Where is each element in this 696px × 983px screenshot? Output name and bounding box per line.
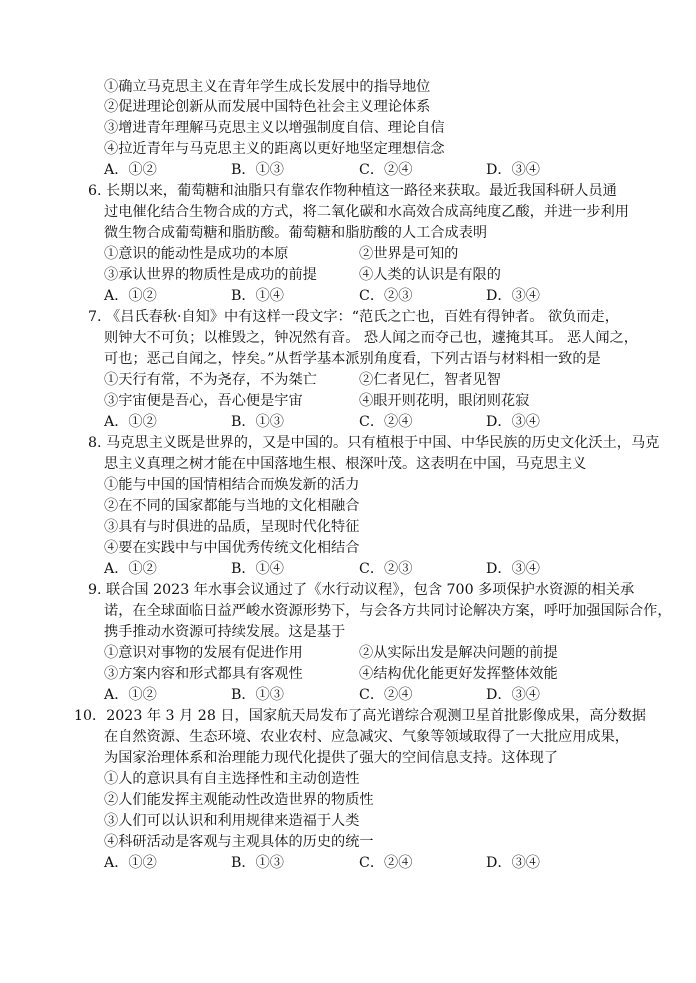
q6-statement-1: ①意识的能动性是成功的本原: [104, 246, 289, 262]
q10-option-d: D．③④: [486, 855, 540, 871]
q8-stem-line-2: 思主义真理之树才能在中国落地生根、根深叶茂。这表明在中国，马克思主义: [104, 456, 587, 472]
q6-option-c: C．②③: [359, 288, 413, 304]
q5-statement-1: ①确立马克思主义在青年学生成长发展中的指导地位: [104, 79, 431, 95]
q6-stem-line-2: 过电催化结合生物合成的方式，将二氧化碳和水高效合成高纯度乙酸，并进一步利用: [104, 204, 629, 220]
q5-option-d: D．③④: [486, 162, 540, 178]
q10-option-a: A．①②: [104, 855, 157, 871]
q7-option-b: B．①③: [231, 414, 284, 430]
q8-option-b: B．①④: [231, 561, 284, 577]
q7-statement-3: ③宇宙便是吾心，吾心便是宇宙: [104, 393, 303, 409]
q7-statement-1: ①天行有常，不为尧存，不为桀亡: [104, 372, 317, 388]
q8-statement-3: ③具有与时俱进的品质，呈现时代化特征: [104, 519, 360, 535]
q10-statement-1: ①人的意识具有自主选择性和主动创造性: [104, 771, 360, 787]
q9-option-a: A．①②: [104, 687, 157, 703]
q7-option-c: C．②④: [359, 414, 413, 430]
q9-statement-4: ④结构优化能更好发挥整体效能: [359, 666, 558, 682]
q7-stem-line-2: 则钟大不可负；以椎毁之，钟况然有音。 恐人闻之而夺己也，遽掩其耳。 恶人闻之，: [104, 330, 638, 346]
q8-statement-2: ②在不同的国家都能与当地的文化相融合: [104, 498, 360, 514]
q9-option-d: D．③④: [486, 687, 540, 703]
q6-statement-2: ②世界是可知的: [359, 246, 459, 262]
q9-statement-2: ②从实际出发是解决问题的前提: [359, 645, 558, 661]
q6-stem-line-1: 6. 长期以来，葡萄糖和油脂只有靠农作物种植这一路径来获取。最近我国科研人员通: [88, 183, 617, 199]
q9-option-c: C．②④: [359, 687, 413, 703]
q10-stem-line-2: 在自然资源、生态环境、农业农村、应急减灾、气象等领域取得了一大批应用成果，: [104, 729, 629, 745]
q8-option-d: D．③④: [486, 561, 540, 577]
q7-option-d: D．③④: [486, 414, 540, 430]
q8-stem-line-1: 8. 马克思主义既是世界的，又是中国的。只有植根于中国、中华民族的历史文化沃土，马克: [88, 435, 660, 451]
q10-statement-4: ④科研活动是客观与主观具体的历史的统一: [104, 834, 374, 850]
q6-statement-3: ③承认世界的物质性是成功的前提: [104, 267, 317, 283]
q10-stem-line-3: 为国家治理体系和治理能力现代化提供了强大的空间信息支持。这体现了: [104, 750, 559, 766]
q7-statement-4: ④眼开则花明，眼闭则花寂: [359, 393, 530, 409]
q9-stem-line-2: 诺，在全球面临日益严峻水资源形势下，与会各方共同讨论解决方案，呼吁加强国际合作，: [104, 603, 672, 619]
q9-stem-line-3: 携手推动水资源可持续发展。这是基于: [104, 624, 346, 640]
q8-option-c: C．②③: [359, 561, 413, 577]
q10-statement-3: ③人们可以认识和利用规律来造福于人类: [104, 813, 360, 829]
q6-option-a: A．①②: [104, 288, 157, 304]
q9-stem-line-1: 9. 联合国 2023 年水事会议通过了《水行动议程》，包含 700 多项保护水资源的相关承: [88, 582, 635, 598]
q7-stem-line-1: 7. 《吕氏春秋·自知》中有这样一段文字：“范氏之亡也，百姓有得钟者。 欲负而走，: [88, 309, 619, 325]
q10-stem-line-1: 10．2023 年 3 月 28 日，国家航天局发布了高光谱综合观测卫星首批影像成果，高分数据: [74, 708, 646, 724]
q9-statement-3: ③方案内容和形式都具有客观性: [104, 666, 303, 682]
q6-stem-line-3: 微生物合成葡萄糖和脂肪酸。葡萄糖和脂肪酸的人工合成表明: [104, 225, 488, 241]
q7-option-a: A．①②: [104, 414, 157, 430]
q7-statement-2: ②仁者见仁，智者见智: [359, 372, 501, 388]
q9-statement-1: ①意识对事物的发展有促进作用: [104, 645, 303, 661]
q6-option-d: D．③④: [486, 288, 540, 304]
q8-statement-1: ①能与中国的国情相结合而焕发新的活力: [104, 477, 360, 493]
q5-statement-3: ③增进青年理解马克思主义以增强制度自信、理论自信: [104, 120, 445, 136]
q5-option-b: B．①③: [231, 162, 284, 178]
q8-option-a: A．①②: [104, 561, 157, 577]
q5-option-c: C．②④: [359, 162, 413, 178]
q6-option-b: B．①④: [231, 288, 284, 304]
q5-statement-2: ②促进理论创新从而发展中国特色社会主义理论体系: [104, 99, 431, 115]
q10-option-c: C．②④: [359, 855, 413, 871]
q9-option-b: B．①③: [231, 687, 284, 703]
q10-option-b: B．①③: [231, 855, 284, 871]
q6-statement-4: ④人类的认识是有限的: [359, 267, 501, 283]
q8-statement-4: ④要在实践中与中国优秀传统文化相结合: [104, 540, 360, 556]
q7-stem-line-3: 可也；恶己自闻之，悖矣。”从哲学基本派别角度看，下列古语与材料相一致的是: [104, 351, 601, 367]
q5-option-a: A．①②: [104, 162, 157, 178]
q10-statement-2: ②人们能发挥主观能动性改造世界的物质性: [104, 792, 374, 808]
q5-statement-4: ④拉近青年与马克思主义的距离以更好地坚定理想信念: [104, 141, 445, 157]
